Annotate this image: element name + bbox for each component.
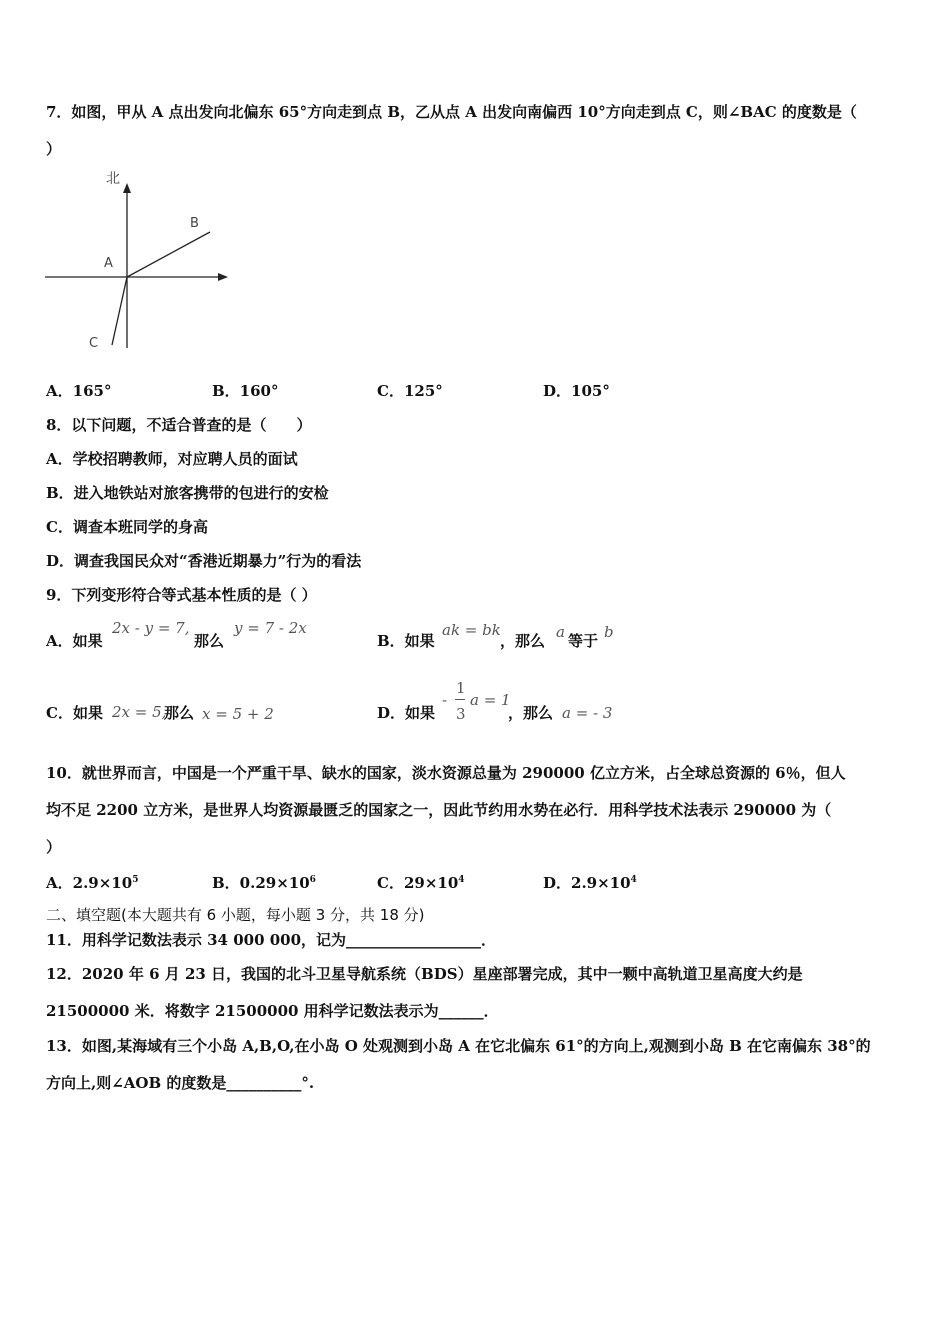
- q9-option-d-then: ，那么: [508, 704, 554, 722]
- ray-ac: [112, 277, 127, 345]
- q9-option-c-then: 那么: [164, 704, 195, 722]
- q7-option-c: C．125°: [377, 382, 443, 400]
- q13-stem-line2: 方向上,则∠AOB 的度数是__________°.: [46, 1074, 315, 1092]
- q8-option-d: D．调查我国民众对“香港近期暴力”行为的看法: [46, 552, 362, 570]
- q9-option-d-numerator: 1: [456, 679, 466, 697]
- q8-option-a: A．学校招聘教师，对应聘人员的面试: [46, 450, 298, 468]
- q10-option-b: B．$0.29\times 10^6$: [212, 874, 316, 892]
- section-2-heading: 二、填空题(本大题共有 6 小题，每小题 3 分，共 18 分): [46, 906, 425, 924]
- q9-option-c-expr1: 2x = 5,: [112, 703, 167, 721]
- q12-stem-line1: 12．2020 年 6 月 23 日，我国的北斗卫星导航系统（BDS）星座部署完成，其中一颗中高轨道卫星高度大约是: [46, 965, 803, 983]
- q11-stem: 11．用科学记数法表示 34 000 000，记为__________________．: [46, 931, 497, 949]
- q8-option-b: B．进入地铁站对旅客携带的包进行的安检: [46, 484, 329, 502]
- q9-option-b-var1: a: [556, 623, 565, 641]
- q9-option-b-label: B．如果: [377, 632, 435, 650]
- q10-option-c: C．$29\times 10^4$: [377, 874, 465, 892]
- q10-option-a: A．$2.9\times 10^5$: [46, 874, 139, 892]
- label-b: B: [190, 216, 199, 231]
- q8-option-c: C．调查本班同学的身高: [46, 518, 208, 536]
- q7-stem-line1: 7．如图，甲从 A 点出发向北偏东 65°方向走到点 B，乙从点 A 出发向南偏西 10°方向走到点 C，则∠BAC 的度数是（: [46, 103, 857, 121]
- q10-option-d: D．$2.9\times 10^4$: [543, 874, 637, 892]
- q9-option-c-expr2: x = 5 + 2: [202, 705, 274, 723]
- q9-option-b-eq: 等于: [568, 632, 599, 650]
- label-north: 北: [106, 171, 120, 187]
- q9-option-b-then: ，那么: [500, 632, 546, 650]
- q7-direction-figure: [40, 165, 240, 355]
- q9-option-a-expr1: 2x - y = 7,: [112, 619, 190, 637]
- q9-option-d-fraction-bar: [455, 699, 465, 700]
- q10-stem-line3: ）: [46, 838, 62, 856]
- q9-stem: 9．下列变形符合等式基本性质的是（ ）: [46, 586, 317, 604]
- q10-stem-line2: 均不足 2200 立方米，是世界人均资源最匮乏的国家之一，因此节约用水势在必行．用科学技术法表示 290000 为（: [46, 801, 832, 819]
- q9-option-a-expr2: y = 7 - 2x: [234, 619, 307, 637]
- q9-option-d-denominator: 3: [456, 705, 466, 723]
- q8-stem: 8．以下问题，不适合普查的是（ ）: [46, 416, 312, 434]
- q9-option-a-label: A．如果: [46, 632, 103, 650]
- q9-option-b-var2: b: [604, 623, 614, 641]
- label-a: A: [104, 256, 113, 271]
- q9-option-b-expr1: ak = bk: [442, 621, 501, 639]
- q9-option-d-expr1: a = 1: [470, 691, 511, 709]
- q9-option-c-label: C．如果: [46, 704, 103, 722]
- q7-option-b: B．160°: [212, 382, 279, 400]
- q9-option-d-expr2: a = - 3: [562, 704, 613, 722]
- east-arrow-icon: [218, 273, 228, 281]
- q9-option-d-label: D．如果: [377, 704, 436, 722]
- q13-stem-line1: 13．如图,某海域有三个小岛 A,B,O,在小岛 O 处观测到小岛 A 在它北偏东 61°的方向上,观测到小岛 B 在它南偏东 38°的: [46, 1037, 871, 1055]
- q9-option-d-minus: -: [442, 691, 448, 709]
- q12-stem-line2: 21500000 米．将数字 21500000 用科学记数法表示为______．: [46, 1002, 499, 1020]
- q9-option-a-then: 那么: [194, 632, 225, 650]
- q10-stem-line1: 10．就世界而言，中国是一个严重干旱、缺水的国家，淡水资源总量为 290000 亿立方米，占全球总资源的 6％，但人: [46, 764, 846, 782]
- ray-ab: [127, 232, 210, 277]
- label-c: C: [89, 336, 99, 351]
- q7-option-d: D．105°: [543, 382, 610, 400]
- north-arrow-icon: [123, 183, 131, 193]
- q7-stem-line2: ）: [46, 140, 62, 158]
- q7-option-a: A．165°: [46, 382, 112, 400]
